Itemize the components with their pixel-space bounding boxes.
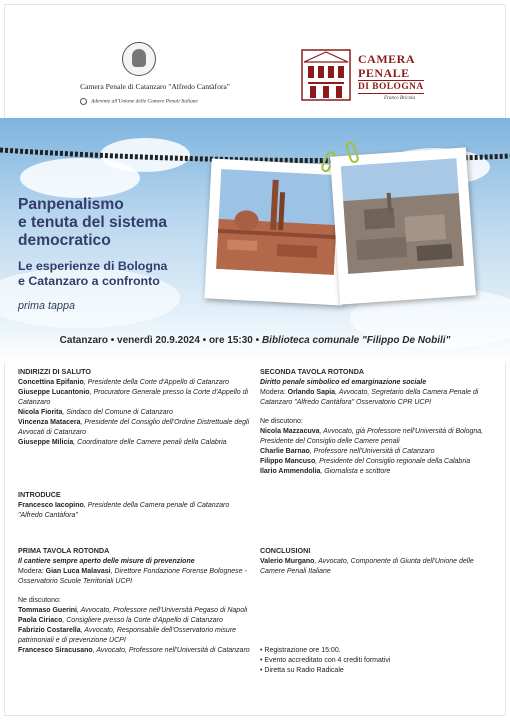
info-credits: • Evento accreditato con 4 crediti formativi [260,657,391,664]
speaker-role: , Avvocato, Componente di Giunta dell'Unione delle Camere Penali Italiane [260,558,474,575]
first-roundtable-topic: Il cantiere sempre aperto delle misure di prevenzione [18,558,195,565]
speaker-entry [18,418,253,438]
speaker-entry [18,378,253,388]
speaker-role: , Presidente del Consiglio regionale della Calabria [315,458,471,465]
bologna-cityscape-image [216,169,339,275]
event-date-line [0,335,510,346]
speaker-entry [18,646,253,656]
speaker-role: , Coordinatore delle Camere penali della Calabria [73,439,227,446]
stage-label: prima tappa [18,300,76,312]
moderator-label: Modera: [260,389,288,396]
greetings-heading: INDIRIZZI DI SALUTO [18,367,91,376]
event-date-text: Catanzaro • venerdì 20.9.2024 • ore 15:30 • [59,335,262,346]
greetings-section [18,367,253,448]
discussants-label: Ne discutono: [260,418,303,425]
speaker-name: Tommaso Guerini [18,607,77,614]
speaker-entry [18,501,238,521]
speaker-role: , Avvocato, Professore nell'Università di Catanzaro [92,647,250,654]
right-org-line2: PENALE [358,66,410,80]
moderator-label: Modera: [18,568,46,575]
speaker-name: Giuseppe Milicia [18,439,74,446]
speaker-name: Giuseppe Lucantonio [18,389,90,396]
speaker-entry [18,388,253,408]
conclusions-heading: CONCLUSIONI [260,546,311,555]
camera-penale-catanzaro-logo [60,12,250,112]
ucpi-mark-icon [80,98,87,105]
speaker-name: Vincenza Matacera [18,419,81,426]
title-line-3: democratico [18,232,111,249]
speaker-role: , Avvocato, Responsabile dell'Osservatorio misure patrimoniali e di prevenzione UCPI [18,627,237,644]
speaker-entry [260,427,495,447]
speaker-entry [18,408,253,418]
speaker-entry [260,457,495,467]
event-title [18,196,167,250]
speaker-name: Ilario Ammendolia [260,468,321,475]
catanzaro-cityscape-image [341,158,464,274]
right-org-line1: CAMERA [358,52,415,66]
speaker-entry [260,447,495,457]
second-roundtable-heading: SECONDA TAVOLA ROTONDA [260,367,365,376]
speaker-entry [260,557,495,577]
speaker-name: Concettina Epifanio [18,379,84,386]
speaker-role: , Sindaco del Comune di Catanzaro [62,409,173,416]
conclusions-section [260,546,495,577]
second-roundtable-section [260,367,495,477]
first-roundtable-heading: PRIMA TAVOLA ROTONDA [18,546,110,555]
speaker-name: Charlie Barnao [260,448,310,455]
speaker-name: Paola Ciriaco [18,617,63,624]
title-line-1: Panpenalismo [18,196,124,213]
speaker-name: Francesco Siracusano [18,647,93,654]
moderator-entry [260,388,495,408]
camera-penale-bologna-logo [300,48,440,108]
building-icon [300,48,352,102]
speaker-role: , Presidente del Consiglio dell'Ordine Distrettuale degli Avvocati di Catanzaro [18,419,250,436]
speaker-role: , Consigliere presso la Corte d'Appello di Catanzaro [62,617,223,624]
speaker-name: Filippo Mancuso [260,458,316,465]
moderator-role: , Avvocato, Segretario della Camera Penale di Catanzaro "Alfredo Cantàfora" Osservatorio CPR UCPI [260,389,479,406]
speaker-name: Fabrizio Costarella [18,627,81,634]
introduce-heading: INTRODUCE [18,490,61,499]
speaker-entry [18,616,253,626]
speaker-role: , Procuratore Generale presso la Corte d'Appello di Catanzaro [18,389,249,406]
info-registration: • Registrazione ore 15:00. [260,647,341,654]
subtitle-line-1: Le esperienze di Bologna [18,259,168,273]
speaker-role: , Giornalista e scrittore [320,468,391,475]
right-org-line3: DI BOLOGNA [358,82,424,92]
moderator-name: Gian Luca Malavasi [45,568,111,575]
speaker-role: , Avvocato, già Professore nell'Università di Bologna, Presidente del Consiglio delle Camere penali [260,428,484,445]
title-line-2: e tenuta del sistema [18,214,168,231]
speaker-name: Nicola Mazzacuva [260,428,320,435]
subtitle-line-2: e Catanzaro a confronto [18,274,160,288]
event-info-list [260,646,495,676]
moderator-role: , Direttore Fondazione Forense Bolognese - Osservatorio Scuole Territoriali UCPI [18,568,247,585]
speaker-name: Francesco Iacopino [18,502,84,509]
moderator-entry [18,567,253,587]
discussants-label: Ne discutono: [18,597,61,604]
speaker-entry [18,438,253,448]
event-venue: Biblioteca comunale "Filippo De Nobili" [261,335,451,346]
speaker-entry [18,606,253,616]
speaker-role: , Presidente della Corte d'Appello di Catanzaro [83,379,230,386]
speaker-entry [18,626,253,646]
speaker-name: Nicola Fiorita [18,409,63,416]
speaker-name: Valerio Murgano [260,558,315,565]
bologna-photo [204,158,349,305]
speaker-role: , Presidente della Camera penale di Catanzaro "Alfredo Cantàfora" [18,502,230,519]
info-radio: • Diretta su Radio Radicale [260,667,344,674]
moderator-name: Orlando Sapia [287,389,336,396]
left-org-name: Camera Penale di Catanzaro "Alfredo Cantàfora" [80,82,230,91]
right-org-line4: Franco Bricola [384,96,415,101]
speaker-entry [260,467,495,477]
speaker-role: , Professore nell'Università di Catanzaro [309,448,435,455]
left-org-subtitle [80,98,255,105]
portrait-seal-icon [122,42,156,76]
catanzaro-photo [330,147,476,304]
first-roundtable-section [18,546,253,656]
left-org-subtitle-text: Aderente all'Unione delle Camere Penali Italiane [91,98,198,105]
second-roundtable-topic: Diritto penale simbolico ed emarginazione sociale [260,379,427,386]
speaker-role: , Avvocato, Professore nell'Università Pegaso di Napoli [77,607,248,614]
introduce-section [18,490,238,521]
event-subtitle [18,259,167,289]
